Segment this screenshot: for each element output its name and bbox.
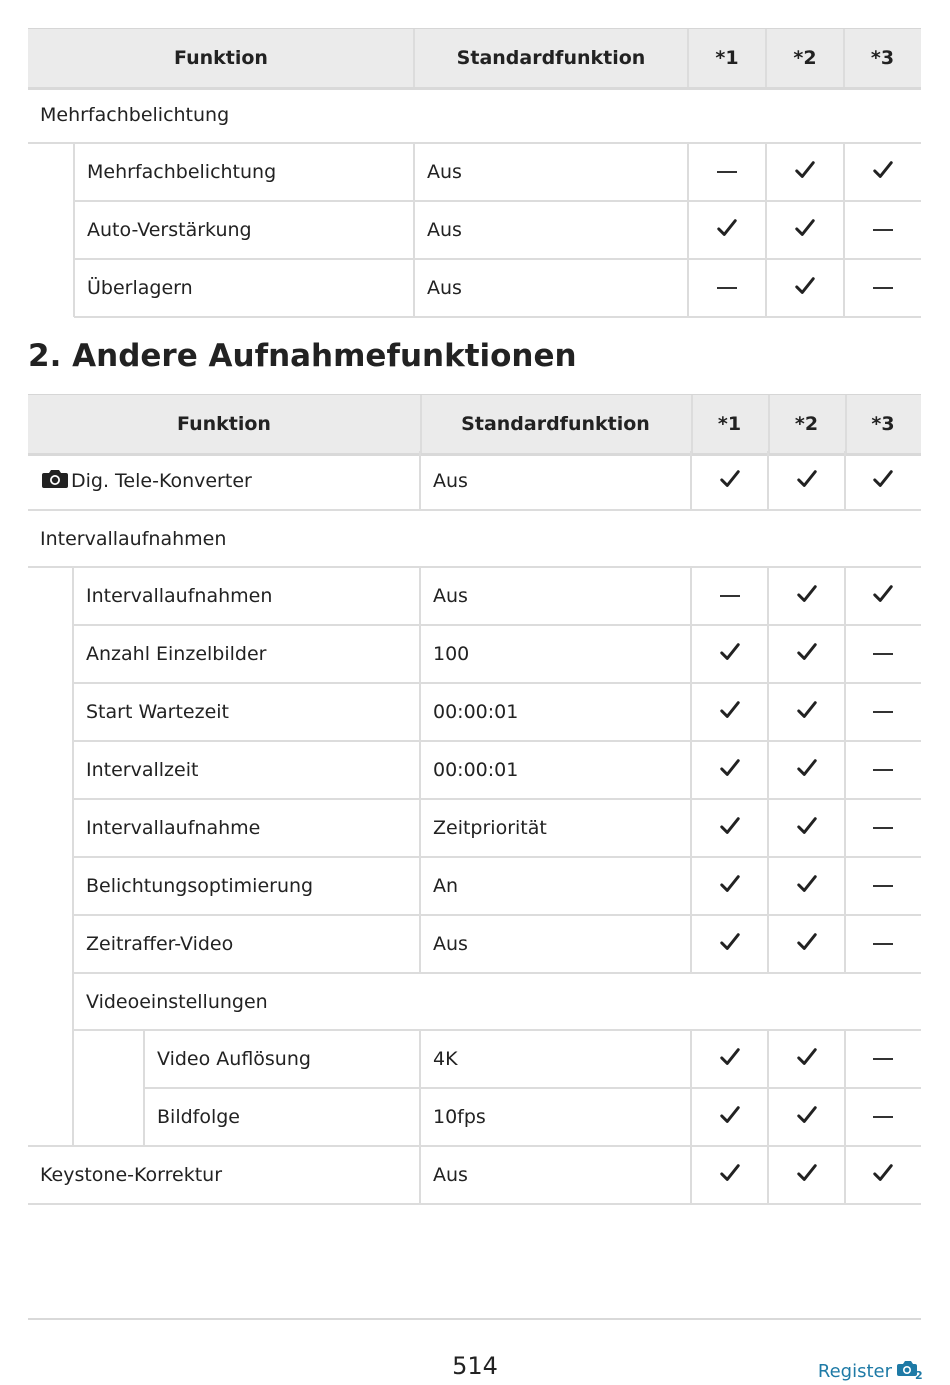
- mark-col1: [691, 567, 768, 625]
- dash-icon: [873, 287, 893, 289]
- check-icon: [794, 217, 816, 244]
- row-function-name: Bildfolge: [157, 1106, 240, 1128]
- mark-col3: [845, 741, 921, 799]
- row-function-name: [28, 452, 420, 510]
- table-header: [28, 28, 921, 90]
- mark-col2: [768, 1088, 845, 1146]
- mark-col3: [845, 857, 921, 915]
- row-function-name: Zeitraffer-Video: [86, 933, 234, 955]
- mark-col1: [691, 452, 768, 510]
- check-icon: [716, 217, 738, 244]
- mark-col3: [845, 799, 921, 857]
- mark-col2: [768, 1146, 845, 1204]
- row-function-name: Intervallaufnahmen: [86, 585, 273, 607]
- table-row: [28, 741, 921, 799]
- dash-icon: [873, 943, 893, 945]
- mark-col1: [691, 1088, 768, 1146]
- table-row: [28, 1030, 921, 1088]
- mark-col1: [691, 625, 768, 683]
- group-row: [28, 86, 921, 143]
- check-icon: [719, 1104, 741, 1131]
- table-row: [28, 625, 921, 683]
- header-funktion: Funktion: [174, 47, 268, 69]
- mark-col3: [845, 1146, 921, 1204]
- mark-col3: [844, 259, 921, 317]
- mark-col3: [845, 625, 921, 683]
- register-label: Register: [817, 1361, 892, 1382]
- dash-icon: [873, 1058, 893, 1060]
- row-default-value: 10fps: [433, 1106, 486, 1128]
- mark-col3: [844, 201, 921, 259]
- row-function-name: Video Auflösung: [157, 1048, 311, 1070]
- check-icon: [794, 275, 816, 302]
- check-icon: [794, 159, 816, 186]
- check-icon: [796, 815, 818, 842]
- mark-col2: [768, 741, 845, 799]
- row-default-value: Aus: [433, 933, 468, 955]
- check-icon: [719, 1046, 741, 1073]
- row-default-value: Aus: [427, 219, 462, 241]
- row-default-value: 100: [433, 643, 470, 665]
- row-function-name: Intervallaufnahme: [86, 817, 261, 839]
- check-icon: [796, 873, 818, 900]
- mark-col3: [845, 567, 921, 625]
- row-default-value: Aus: [433, 1164, 468, 1186]
- check-icon: [796, 1104, 818, 1131]
- mark-col2: [768, 857, 845, 915]
- group-label: Mehrfachbelichtung: [40, 103, 230, 126]
- row-default-value: Aus: [427, 161, 462, 183]
- dash-icon: [717, 171, 737, 173]
- check-icon: [796, 757, 818, 784]
- mark-col2: [768, 915, 845, 973]
- header-col1: *1: [717, 413, 742, 435]
- camera-2-icon: [896, 1358, 922, 1385]
- table-row: [28, 915, 921, 973]
- check-icon: [719, 757, 741, 784]
- mark-col1: [691, 915, 768, 973]
- dash-icon: [873, 653, 893, 655]
- check-icon: [872, 583, 894, 610]
- dash-icon: [873, 885, 893, 887]
- header-col3: *3: [871, 413, 895, 435]
- mark-col1: [691, 799, 768, 857]
- header-col3: *3: [870, 47, 895, 69]
- mark-col3: [845, 1088, 921, 1146]
- row-function-name: Anzahl Einzelbilder: [86, 643, 267, 665]
- dash-icon: [873, 1116, 893, 1118]
- subgroup-row: [28, 973, 921, 1030]
- row-default-value: Aus: [433, 585, 468, 607]
- check-icon: [796, 1046, 818, 1073]
- header-standardfunktion: Standardfunktion: [461, 413, 650, 435]
- mark-col1: [688, 259, 766, 317]
- mark-col2: [768, 683, 845, 741]
- row-default-value: An: [433, 875, 459, 897]
- check-icon: [796, 699, 818, 726]
- table-row: [28, 1146, 921, 1204]
- row-function-name: Überlagern: [87, 277, 193, 299]
- check-icon: [796, 583, 818, 610]
- footer-divider: [28, 1318, 921, 1320]
- mark-col1: [691, 857, 768, 915]
- table-row: [28, 143, 921, 201]
- table-andere-aufnahmefunktionen: [28, 394, 921, 1202]
- row-default-value: 00:00:01: [433, 701, 519, 723]
- mark-col2: [768, 1030, 845, 1088]
- table-mehrfachbelichtung: [28, 28, 921, 316]
- header-standardfunktion: Standardfunktion: [456, 47, 646, 69]
- check-icon: [719, 873, 741, 900]
- mark-col2: [768, 799, 845, 857]
- row-function-name: Intervallzeit: [86, 759, 199, 781]
- dash-icon: [720, 595, 740, 597]
- header-col1: *1: [715, 47, 739, 69]
- tele-label: Dig. Tele-Konverter: [71, 470, 252, 492]
- mark-col2: [766, 201, 844, 259]
- check-icon: [872, 468, 894, 495]
- check-icon: [872, 159, 894, 186]
- mark-col3: [845, 915, 921, 973]
- mark-col2: [768, 625, 845, 683]
- mark-col3: [845, 452, 921, 510]
- mark-col2: [768, 452, 845, 510]
- mark-col1: [691, 741, 768, 799]
- check-icon: [719, 815, 741, 842]
- row-default-value: Zeitpriorität: [433, 817, 547, 839]
- table-row: [28, 799, 921, 857]
- table-header: [28, 394, 921, 456]
- mark-col1: [691, 683, 768, 741]
- row-function-name: Mehrfachbelichtung: [87, 161, 277, 183]
- mark-col1: [688, 201, 766, 259]
- row-default-value: Aus: [433, 470, 468, 492]
- mark-col1: [691, 1146, 768, 1204]
- page-number: 514: [452, 1352, 498, 1380]
- check-icon: [719, 931, 741, 958]
- header-funktion: Funktion: [177, 413, 271, 435]
- table-row: [28, 683, 921, 741]
- row-default-value: 4K: [433, 1048, 458, 1070]
- row-function-name: Belichtungsoptimierung: [86, 875, 314, 897]
- check-icon: [796, 1162, 818, 1189]
- table-row: [28, 452, 921, 510]
- subgroup-label: Videoeinstellungen: [86, 990, 268, 1013]
- table-row: [28, 567, 921, 625]
- check-icon: [796, 931, 818, 958]
- table-row: [28, 857, 921, 915]
- dash-icon: [873, 229, 893, 231]
- group-label: Intervallaufnahmen: [40, 527, 227, 550]
- table-row: [28, 259, 921, 317]
- check-icon: [719, 699, 741, 726]
- group-row: [28, 510, 921, 567]
- check-icon: [872, 1162, 894, 1189]
- camera-icon: [41, 468, 69, 495]
- section-title: 2. Andere Aufnahmefunktionen: [28, 338, 577, 374]
- row-default-value: Aus: [427, 277, 462, 299]
- header-col2: *2: [793, 47, 817, 69]
- mark-col3: [845, 1030, 921, 1088]
- row-default-value: 00:00:01: [433, 759, 519, 781]
- header-col2: *2: [794, 413, 819, 435]
- mark-col2: [768, 567, 845, 625]
- check-icon: [719, 641, 741, 668]
- mark-col3: [844, 143, 921, 201]
- mark-col2: [766, 259, 844, 317]
- dash-icon: [717, 287, 737, 289]
- check-icon: [719, 1162, 741, 1189]
- table-row: [28, 201, 921, 259]
- dash-icon: [873, 711, 893, 713]
- check-icon: [796, 641, 818, 668]
- dash-icon: [873, 827, 893, 829]
- row-function-name: Keystone-Korrektur: [40, 1164, 223, 1186]
- mark-col1: [688, 143, 766, 201]
- svg-text:2: 2: [915, 1369, 922, 1380]
- row-function-name: Start Wartezeit: [86, 701, 230, 723]
- register-link[interactable]: [818, 1358, 922, 1385]
- dash-icon: [873, 769, 893, 771]
- table-row: [28, 1088, 921, 1146]
- check-icon: [796, 468, 818, 495]
- mark-col3: [845, 683, 921, 741]
- mark-col2: [766, 143, 844, 201]
- row-function-name: Auto-Verstärkung: [87, 219, 252, 241]
- check-icon: [719, 468, 741, 495]
- mark-col1: [691, 1030, 768, 1088]
